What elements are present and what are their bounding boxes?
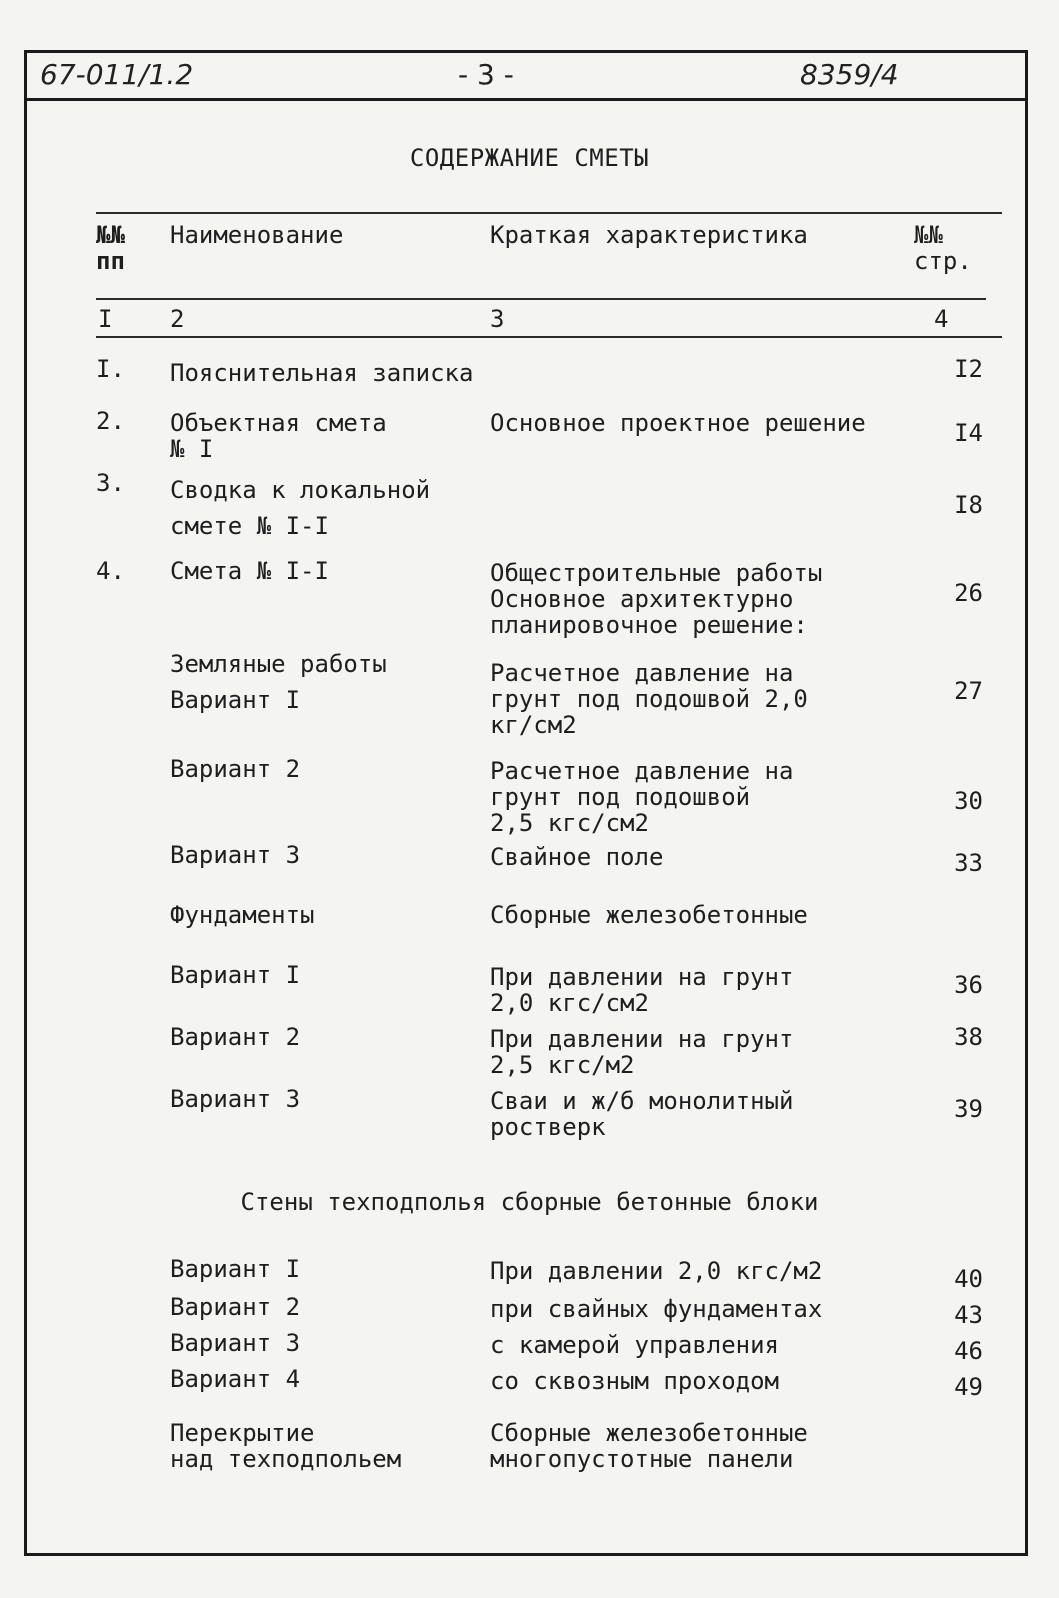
row-name: Земляные работы Вариант I	[170, 650, 387, 714]
row-page: 40	[954, 1265, 983, 1293]
row-description: Сваи и ж/б монолитный ростверк	[490, 1087, 794, 1141]
row-description: Расчетное давление на грунт под подошвой 2,5 кгс/см2	[490, 757, 794, 837]
row-description: Общестроительные работы Основное архитектурно планировочное решение:	[490, 559, 823, 639]
column-index-2: 2	[170, 305, 185, 333]
inventory-number: 8359/4	[800, 58, 899, 91]
row-number: 3.	[96, 469, 125, 497]
row-description: при свайных фундаментах	[490, 1295, 823, 1323]
row-name: Вариант 3	[170, 841, 301, 869]
row-page: 38	[954, 1023, 983, 1051]
column-index-4: 4	[934, 305, 949, 333]
row-description: При давлении на грунт 2,0 кгс/см2	[490, 963, 794, 1017]
row-page: 36	[954, 971, 983, 999]
row-page: I8	[954, 491, 983, 519]
row-page: 39	[954, 1095, 983, 1123]
row-name: Вариант 4	[170, 1365, 301, 1393]
row-description: Сборные железобетонные многопустотные панели	[490, 1419, 808, 1473]
row-name: Перекрытие над техподпольем	[170, 1419, 402, 1473]
column-index-3: 3	[490, 305, 505, 333]
table-top-rule	[96, 212, 1002, 214]
row-name: Вариант I	[170, 961, 301, 989]
document-code: 67-011/1.2	[40, 58, 194, 91]
row-description: Свайное поле	[490, 843, 664, 871]
row-description: При давлении 2,0 кгс/м2	[490, 1257, 823, 1285]
row-name: Вариант 2	[170, 1293, 301, 1321]
row-page: 33	[954, 849, 983, 877]
row-description: Основное проектное решение	[490, 409, 866, 437]
column-index-1: I	[98, 305, 113, 333]
row-description: При давлении на грунт 2,5 кгс/м2	[490, 1025, 794, 1079]
header-divider	[24, 98, 1028, 101]
row-page: 26	[954, 579, 983, 607]
row-page: I4	[954, 419, 983, 447]
column-header-page: №№ стр.	[914, 221, 972, 275]
row-name: Вариант 3	[170, 1085, 301, 1113]
row-page: 27	[954, 677, 983, 705]
row-number: I.	[96, 355, 125, 383]
row-name: Объектная смета № I	[170, 409, 387, 463]
column-header-name: Наименование	[170, 221, 344, 249]
row-description: со сквозным проходом	[490, 1367, 779, 1395]
row-description: с камерой управления	[490, 1331, 779, 1359]
row-name: Пояснительная записка	[170, 359, 474, 387]
row-page: 49	[954, 1373, 983, 1401]
column-header-description: Краткая характеристика	[490, 221, 808, 249]
row-name: Вариант 2	[170, 755, 301, 783]
row-name: Сводка к локальной смете № I-I	[170, 476, 431, 540]
row-page: I2	[954, 355, 983, 383]
column-header-number: №№ пп	[96, 221, 125, 275]
row-name: Вариант I	[170, 1255, 301, 1283]
row-name: Смета № I-I	[170, 557, 329, 585]
row-page: 46	[954, 1337, 983, 1365]
row-page: 30	[954, 787, 983, 815]
row-name: Вариант 2	[170, 1023, 301, 1051]
page-number: - 3 -	[458, 58, 514, 91]
header-mid-rule	[96, 298, 986, 300]
header-bottom-rule	[96, 336, 1002, 338]
row-description: Расчетное давление на грунт под подошвой 2,0 кг/см2	[490, 659, 808, 739]
section-heading: Стены техподполья сборные бетонные блоки	[240, 1188, 819, 1216]
row-name: Фундаменты	[170, 901, 315, 929]
page-title: СОДЕРЖАНИЕ СМЕТЫ	[409, 144, 650, 172]
row-number: 2.	[96, 407, 125, 435]
row-number: 4.	[96, 557, 125, 585]
row-page: 43	[954, 1301, 983, 1329]
row-name: Вариант 3	[170, 1329, 301, 1357]
row-description: Сборные железобетонные	[490, 901, 808, 929]
